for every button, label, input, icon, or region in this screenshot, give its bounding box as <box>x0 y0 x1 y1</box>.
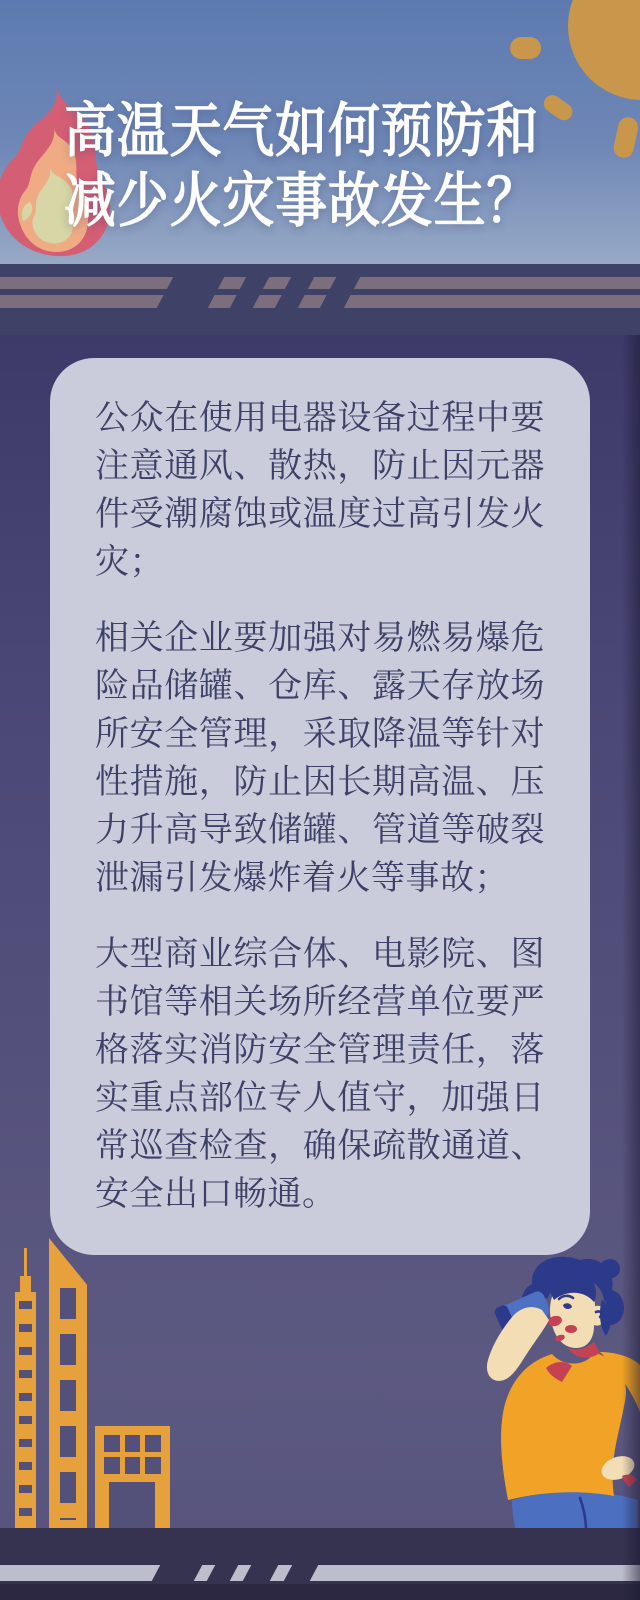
tower-tall <box>49 1238 87 1530</box>
paragraph-enterprise-safety: 相关企业要加强对易燃易爆危险品储罐、仓库、露天存放场所安全管理，采取降温等针对性措施，防止因长期高温、压力升高导致储罐、管道等破裂泄漏引发爆炸着火等事故； <box>95 618 545 898</box>
paragraph-venue-safety: 大型商业综合体、电影院、图书馆等相关场所经营单位要严格落实消防安全管理责任，落实重点部位专人值守，加强日常巡查检查，确保疏散通道、安全出口畅通。 <box>95 934 545 1214</box>
tower-windows <box>60 1288 76 1520</box>
building-short <box>95 1426 170 1530</box>
band-stripe <box>0 277 173 308</box>
building-window-grid <box>104 1435 161 1474</box>
band-stripe <box>344 277 640 308</box>
tower-windows <box>19 1301 32 1518</box>
divider-band <box>0 264 640 335</box>
content-card <box>50 358 590 1255</box>
building-window <box>145 1457 161 1474</box>
band-dash <box>253 277 291 308</box>
road-illustration <box>0 1528 640 1600</box>
tower-thin <box>15 1292 36 1530</box>
road-stripe <box>0 1565 160 1581</box>
band-dash <box>298 277 336 308</box>
paragraph-electrical-safety: 公众在使用电器设备过程中要注意通风、散热，防止因元器件受潮腐蚀或温度过高引发火灾； <box>95 398 545 582</box>
building-window <box>145 1435 161 1452</box>
road-dash <box>194 1565 216 1581</box>
road-dash <box>270 1565 293 1581</box>
title-line-2: 减少火灾事故发生？ <box>64 166 540 235</box>
building-door <box>109 1482 155 1530</box>
person-drinking-icon <box>452 1248 640 1530</box>
band-dash <box>208 277 246 308</box>
poster-title <box>64 96 539 236</box>
road-stripe <box>310 1565 640 1581</box>
road-dash <box>230 1565 252 1581</box>
building-window <box>125 1435 141 1452</box>
building-window <box>104 1457 120 1474</box>
building-window <box>125 1457 141 1474</box>
antenna-spike <box>24 1248 27 1278</box>
building-window <box>104 1435 120 1452</box>
title-line-1: 高温天气如何预防和 <box>64 96 540 165</box>
